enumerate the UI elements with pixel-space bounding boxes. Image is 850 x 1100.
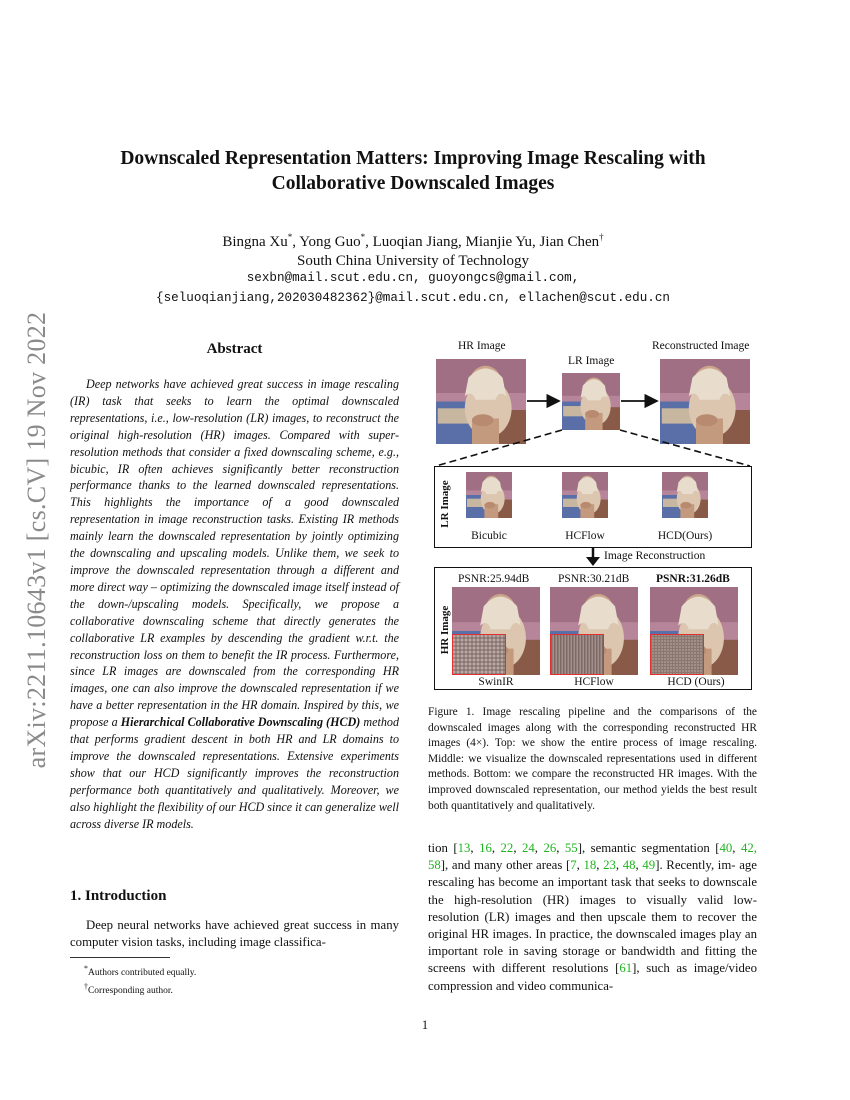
introduction-text: Deep neural networks have achieved great success in many computer vision tasks, including image classifica- — [70, 918, 399, 950]
hr-image-side-label: HR Image — [439, 605, 451, 655]
image-reconstruction-label: Image Reconstruction — [604, 550, 706, 562]
page-number: 1 — [421, 1018, 429, 1032]
citation-link[interactable]: 55 — [564, 841, 578, 855]
citation-link[interactable]: 18 — [583, 858, 597, 873]
footnotes: *Authors contributed equally. †Corresponding author. — [84, 964, 197, 997]
hcd-ours-label: HCD(Ours) — [657, 530, 713, 542]
author-list: Bingna Xu*, Yong Guo*, Luoqian Jiang, Mianjie Yu, Jian Chen† — [222, 232, 604, 250]
reconstructed-image-label: Reconstructed Image — [652, 340, 750, 352]
hcflow-zoom-crop — [550, 634, 604, 675]
email-line: sexbn@mail.scut.edu.cn, guoyongcs@gmail.com, — [246, 271, 580, 285]
citation-link[interactable]: 23 — [603, 858, 616, 873]
hcd-zoom-crop — [650, 634, 704, 675]
email-line: {seluoqianjiang,202030482362}@mail.scut.edu.cn, ellachen@scut.edu.cn — [156, 291, 670, 305]
bicubic-label: Bicubic — [471, 530, 507, 542]
psnr-hcflow: PSNR:30.21dB — [558, 573, 630, 585]
abstract-heading: Abstract — [206, 341, 263, 357]
figure-1 — [428, 338, 760, 698]
pipeline-arrows — [428, 338, 760, 478]
citation-link[interactable]: 22 — [500, 841, 514, 855]
citation-link[interactable]: 58 — [428, 858, 441, 873]
hcflow-lr-thumbnail — [562, 472, 608, 518]
introduction-heading: 1. Introduction — [70, 888, 167, 904]
email-block — [60, 268, 766, 308]
hcflow-label: HCFlow — [565, 530, 605, 542]
citation-link[interactable]: 61 — [619, 961, 633, 976]
lr-image-side-label: LR Image — [439, 480, 451, 528]
citation-link[interactable]: 13 — [457, 841, 471, 855]
hr-image-label: HR Image — [458, 340, 506, 352]
citation-link[interactable]: 26 — [543, 841, 557, 855]
footnote-rule — [70, 957, 170, 958]
citation-link[interactable]: 42, — [740, 841, 757, 855]
figure-1-caption: Figure 1. Image rescaling pipeline and the comparisons of the downscaled images along with the corresponding reconstructed HR images (4×). Top: we show the entire process of image rescaling. Middle: we visualize the downscaled representations used in different methods. Bottom: we compare the reconstructed HR images. With the improved downscaled representation, our method yields the best result both quantitatively and qualitatively. — [428, 706, 757, 812]
arxiv-identifier: arXiv:2211.10643v1 [cs.CV] 19 Nov 2022 — [22, 311, 51, 769]
hcd-ours-label: HCD (Ours) — [667, 676, 725, 688]
citation-link[interactable]: 49 — [642, 858, 656, 873]
swinir-label: SwinIR — [478, 676, 514, 688]
citation-link[interactable]: 16 — [479, 841, 492, 855]
lr-image-label: LR Image — [568, 355, 615, 367]
psnr-swinir: PSNR:25.94dB — [458, 573, 530, 585]
arxiv-sidebar-stamp — [22, 290, 52, 790]
author-block — [60, 228, 766, 271]
citation-link[interactable]: 24 — [521, 841, 535, 855]
citation-link[interactable]: 40 — [719, 841, 733, 855]
affiliation: South China University of Technology — [297, 253, 529, 269]
abstract-text: Deep networks have achieved great success in image rescaling (IR) task that seeks to learn the optimal downscaled representations, i.e., low-resolution (LR) images, to reconstruct the original high-resolution (HR) images. Compared with super-resolution methods that consider a fixed downscaling scheme, e.g., bicubic, IR often achieves significantly better reconstruction performance thanks to the learned downscaled representations. This highlights the importance of a good downscaled representation in image reconstruction tasks. Existing IR methods mainly learn the downscaled representation by jointly optimizing the downscaling and upscaling models. Unlike them, we seek to improve the downscaled representation through a different and more direct way – optimizing the downscaled image itself instead of the down-/upscaling models. Specifically, we propose a collaborative downscaling scheme that directly generates the collaborative LR examples by descending the gradient w.r.t. the reconstruction loss on them to benefit the IR process. Furthermore, since LR images are downscaled from the corresponding HR images, one can also improve the downscaled representation if we have a better representation in the HR domain. Inspired by this, we propose a Hierarchical Collaborative Downscaling (HCD) method that performs gradient descent in both HR and LR domains to improve the downscaled representations. Extensive experiments show that our HCD significantly improves the reconstruction performance both quantitatively and qualitatively. Moreover, we also highlight the flexibility of our HCD since it can generalize well across diverse IR models. — [70, 377, 399, 831]
swinir-zoom-crop — [452, 634, 506, 675]
hcflow-label: HCFlow — [574, 676, 614, 688]
psnr-hcd: PSNR:31.26dB — [656, 573, 730, 585]
bicubic-lr-thumbnail — [466, 472, 512, 518]
right-column-text: tion [13, 16, 22, 24, 26, 55], semantic segmentation [40, 42, 58], and many other areas [7, 18, 23, 48, 49]. Recently, im- age rescaling has become an important task that seeks to downscale the high-resolution (HR) images to visually valid low-resolution (LR) images and then upscale them to recover the original HR images. In practice, the downscaled images play an important role in saving storage or bandwidth and fitting the screens with different resolutions [61], such as image/video compression and video communica- — [428, 841, 757, 993]
dashed-link-right — [620, 430, 750, 466]
citation-link[interactable]: 48 — [622, 858, 636, 873]
reconstruction-arrow — [583, 548, 603, 568]
paper-title: Downscaled Representation Matters: Improving Image Rescaling with Collaborative Downscaled Images — [120, 148, 706, 194]
hcd-lr-thumbnail — [662, 472, 708, 518]
citation-link[interactable]: 7 — [570, 858, 577, 873]
dashed-link-left — [436, 430, 562, 466]
